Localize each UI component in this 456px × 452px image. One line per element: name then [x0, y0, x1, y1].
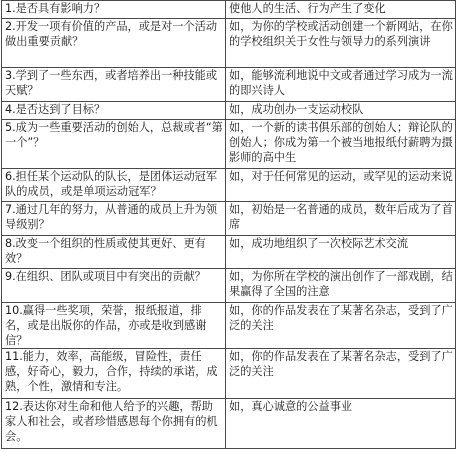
criterion-cell: 9.在组织、团队或项目中有突出的贡献？ [2, 269, 226, 303]
table-row [2, 399, 456, 449]
example-cell: 如，一个新的读书俱乐部的创始人；辩论队的创始人；你成为第一个被当地报纸付薪聘为摄影师的高中生 [226, 120, 456, 169]
criteria-table [1, 0, 456, 449]
example-cell: 如，为你的学校或活动创建一个新网站，在你的学校组织关于女性与领导力的系列演讲 [226, 19, 456, 68]
table-row [2, 102, 456, 120]
table-row [2, 349, 456, 399]
table-row [2, 202, 456, 236]
table-row [2, 236, 456, 269]
criterion-cell: 6.担任某个运动队的队长，是团体运动冠军队的成员，或是单项运动冠军？ [2, 169, 226, 202]
example-cell: 如，你的作品发表在了某著名杂志，受到了广泛的关注 [226, 303, 456, 349]
criterion-cell: 2.开发一项有价值的产品，或是对一个活动做出重要贡献？ [2, 19, 226, 68]
table-row [2, 120, 456, 169]
table-row [2, 1, 456, 19]
table-row [2, 19, 456, 68]
table-row [2, 269, 456, 303]
criterion-cell: 5.成为一些重要活动的创始人，总裁或者“第一个”？ [2, 120, 226, 169]
example-cell: 如，为你所在学校的演出创作了一部戏剧，结果赢得了全国的注意 [226, 269, 456, 303]
criterion-cell: 8.改变一个组织的性质或使其更好、更有效？ [2, 236, 226, 269]
example-cell: 如，能够流利地说中文或者通过学习成为一流的即兴诗人 [226, 68, 456, 102]
criterion-cell: 1.是否具有影响力？ [2, 1, 226, 19]
criterion-cell: 10.赢得一些奖项，荣誉，报纸报道，排名，或是出版你的作品，亦或是收到感谢信？ [2, 303, 226, 349]
criterion-cell: 11.能力，效率，高能级，冒险性，责任感，好奇心，毅力，合作，持续的承诺，成熟，个性，激情和专注。 [2, 349, 226, 399]
example-cell: 如，真心诚意的公益事业 [226, 399, 456, 449]
example-cell: 如，初始是一名普通的成员，数年后成为了首席 [226, 202, 456, 236]
example-cell: 如，成功地组织了一次校际艺术交流 [226, 236, 456, 269]
table-row [2, 68, 456, 102]
criterion-cell: 3.学到了一些东西，或者培养出一种技能或天赋？ [2, 68, 226, 102]
example-cell: 使他人的生活、行为产生了变化 [226, 1, 456, 19]
example-cell: 如，成功创办一支运动校队 [226, 102, 456, 120]
criterion-cell: 4.是否达到了目标？ [2, 102, 226, 120]
example-cell: 如，你的作品发表在了某著名杂志，受到了广泛的关注 [226, 349, 456, 399]
example-cell: 如，对于任何常见的运动，或罕见的运动来说 [226, 169, 456, 202]
table-row [2, 303, 456, 349]
criterion-cell: 7.通过几年的努力，从普通的成员上升为领导级别？ [2, 202, 226, 236]
criterion-cell: 12.表达你对生命和他人给予的兴趣，帮助家人和社会，或者珍惜感恩每个你拥有的机会。 [2, 399, 226, 449]
table-row [2, 169, 456, 202]
